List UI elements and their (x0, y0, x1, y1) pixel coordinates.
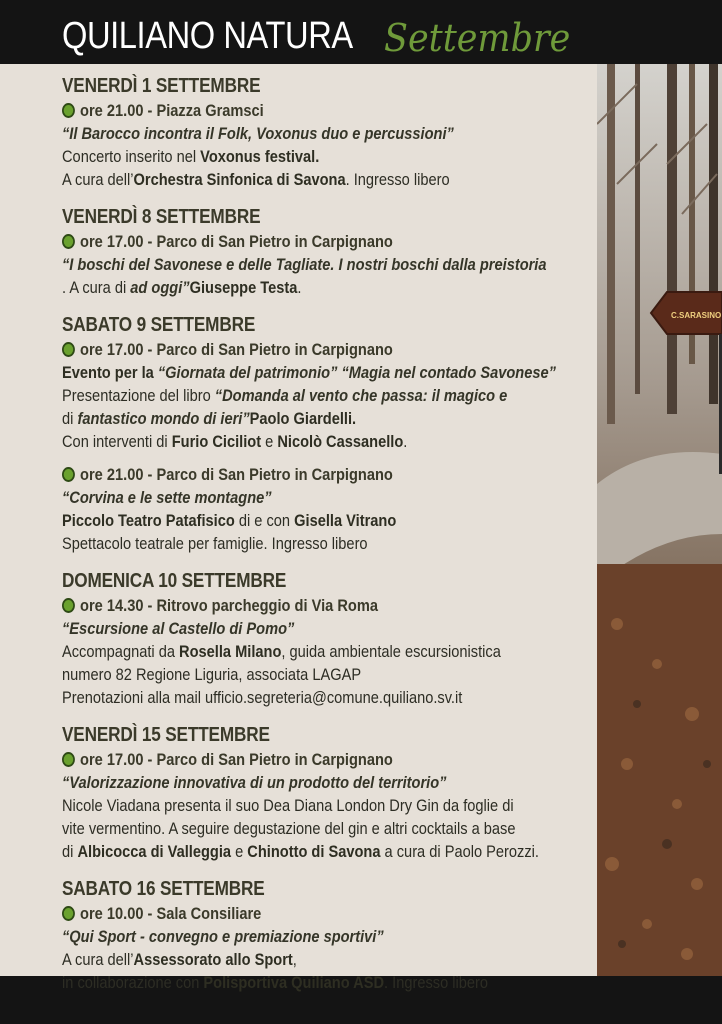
event-description-line (62, 407, 584, 430)
event-slot (62, 338, 584, 453)
event-description-line (62, 971, 584, 994)
event-time-text: ore 17.00 - Parco di San Pietro in Carpignano (80, 750, 393, 769)
bullet-dot-icon (62, 906, 75, 921)
page-subtitle-month: Settembre (384, 16, 571, 60)
event-description-line (62, 384, 584, 407)
event-time-text: ore 10.00 - Sala Consiliare (80, 904, 262, 923)
description-text: Accompagnati da (62, 642, 180, 661)
event-description-line (62, 253, 584, 276)
event-slot (62, 230, 584, 299)
highlighted-name: Polisportiva Quiliano ASD (203, 973, 385, 992)
description-text: e (261, 432, 278, 451)
description-text: di (62, 409, 78, 428)
event-description-line (62, 361, 584, 384)
bullet-dot-icon (62, 234, 75, 249)
description-text: Presentazione del libro (62, 386, 215, 405)
description-text: . Ingresso libero (345, 170, 450, 189)
description-text: A cura dell’ (62, 170, 134, 189)
event-description-line (62, 840, 584, 863)
event-day-block (62, 313, 584, 555)
bullet-dot-icon (62, 752, 75, 767)
description-text: . Ingresso libero (384, 973, 489, 992)
trail-sign-text: C.SARASINO (671, 311, 722, 320)
event-description-line (62, 640, 584, 663)
event-time-location (62, 338, 511, 361)
description-text: Prenotazioni alla mail ufficio.segreteria@comune.quiliano.sv.it (62, 688, 463, 707)
highlighted-name: Evento per la (62, 363, 158, 382)
event-time-location (62, 463, 511, 486)
description-text: di (62, 842, 78, 861)
description-text: . A cura di (62, 278, 131, 297)
description-text: di e con (234, 511, 295, 530)
description-text: in collaborazione con (62, 973, 204, 992)
highlighted-name: Piccolo Teatro Patafisico (62, 511, 235, 530)
event-description-line (62, 509, 584, 532)
highlighted-name: Furio Ciciliot (171, 432, 262, 451)
description-text: a cura di Paolo Perozzi. (380, 842, 539, 861)
event-day-block (62, 74, 584, 191)
event-time-location (62, 902, 511, 925)
event-description-line (62, 276, 584, 299)
event-day-block (62, 723, 584, 863)
event-description-line (62, 486, 584, 509)
highlighted-name: Nicolò Cassanello (277, 432, 404, 451)
highlighted-name: Rosella Milano (179, 642, 282, 661)
highlighted-name: Orchestra Sinfonica di Savona (133, 170, 346, 189)
event-description-line (62, 617, 584, 640)
highlighted-name: Chinotto di Savona (247, 842, 381, 861)
event-slot (62, 463, 584, 555)
highlighted-name: Voxonus festival. (200, 147, 320, 166)
page-title: QUILIANO NATURA (62, 15, 353, 57)
event-slot (62, 902, 584, 994)
event-title-quote: “Qui Sport - convegno e premiazione sportivi” (62, 927, 384, 946)
event-slot (62, 99, 584, 191)
event-description-line (62, 817, 584, 840)
event-slot (62, 594, 584, 709)
header-bar (0, 0, 722, 66)
forest-path-photo (597, 64, 722, 976)
event-description-line (62, 794, 584, 817)
event-description-line (62, 122, 584, 145)
event-day-block (62, 569, 584, 709)
description-text: numero 82 Regione Liguria, associata LAGAP (62, 665, 362, 684)
description-text: . (403, 432, 408, 451)
bullet-dot-icon (62, 467, 75, 482)
highlighted-name: Assessorato allo Sport (133, 950, 293, 969)
description-text: Concerto inserito nel (62, 147, 201, 166)
event-day-heading: VENERDÌ 1 SETTEMBRE (62, 75, 261, 97)
description-text: . (297, 278, 302, 297)
description-text: e (231, 842, 248, 861)
description-text: Nicole Viadana presenta il suo Dea Diana London Dry Gin da foglie di (62, 796, 514, 815)
description-text: Spettacolo teatrale per famiglie. Ingresso libero (62, 534, 368, 553)
event-time-text: ore 14.30 - Ritrovo parcheggio di Via Roma (80, 596, 378, 615)
event-time-location (62, 594, 511, 617)
event-day-heading: VENERDÌ 8 SETTEMBRE (62, 206, 261, 228)
highlighted-name: Paolo Giardelli. (249, 409, 357, 428)
event-time-text: ore 21.00 - Parco di San Pietro in Carpignano (80, 465, 393, 484)
event-title-quote: “Giornata del patrimonio” “Magia nel contado Savonese” (157, 363, 556, 382)
event-day-heading: DOMENICA 10 SETTEMBRE (62, 570, 287, 592)
events-list (62, 74, 584, 1008)
event-description-line (62, 948, 584, 971)
event-description-line (62, 771, 584, 794)
event-description-line (62, 925, 584, 948)
description-text: A cura dell’ (62, 950, 134, 969)
event-day-block (62, 205, 584, 299)
description-text: Con interventi di (62, 432, 172, 451)
event-description-line (62, 663, 584, 686)
bullet-dot-icon (62, 598, 75, 613)
description-text: , guida ambientale escursionistica (281, 642, 501, 661)
event-title-quote: “I boschi del Savonese e delle Tagliate. I nostri boschi dalla preistoria (62, 255, 547, 274)
event-title-quote: “Valorizzazione innovativa di un prodotto del territorio” (62, 773, 447, 792)
event-title-quote: “Escursione al Castello di Pomo” (62, 619, 295, 638)
event-title-quote: ad oggi” (130, 278, 190, 297)
event-slot (62, 748, 584, 863)
bullet-dot-icon (62, 103, 75, 118)
event-title-quote: “Corvina e le sette montagne” (62, 488, 272, 507)
highlighted-name: Gisella Vitrano (294, 511, 397, 530)
description-text: , (292, 950, 297, 969)
event-title-quote: fantastico mondo di ieri” (77, 409, 250, 428)
event-description-line (62, 686, 584, 709)
event-day-heading: SABATO 16 SETTEMBRE (62, 878, 265, 900)
event-description-line (62, 532, 584, 555)
event-title-quote: “Il Barocco incontra il Folk, Voxonus duo e percussioni” (62, 124, 454, 143)
event-day-block (62, 877, 584, 994)
event-day-heading: VENERDÌ 15 SETTEMBRE (62, 724, 270, 746)
event-title-quote: “Domanda al vento che passa: il magico e (214, 386, 508, 405)
event-time-location (62, 748, 511, 771)
event-description-line (62, 430, 584, 453)
event-time-location (62, 99, 511, 122)
highlighted-name: Albicocca di Valleggia (77, 842, 232, 861)
event-description-line (62, 145, 584, 168)
highlighted-name: Giuseppe Testa (189, 278, 298, 297)
event-time-text: ore 17.00 - Parco di San Pietro in Carpignano (80, 232, 393, 251)
description-text: vite vermentino. A seguire degustazione del gin e altri cocktails a base (62, 819, 516, 838)
event-time-location (62, 230, 511, 253)
event-time-text: ore 17.00 - Parco di San Pietro in Carpignano (80, 340, 393, 359)
event-day-heading: SABATO 9 SETTEMBRE (62, 314, 256, 336)
event-time-text: ore 21.00 - Piazza Gramsci (80, 101, 264, 120)
event-description-line (62, 168, 584, 191)
bullet-dot-icon (62, 342, 75, 357)
